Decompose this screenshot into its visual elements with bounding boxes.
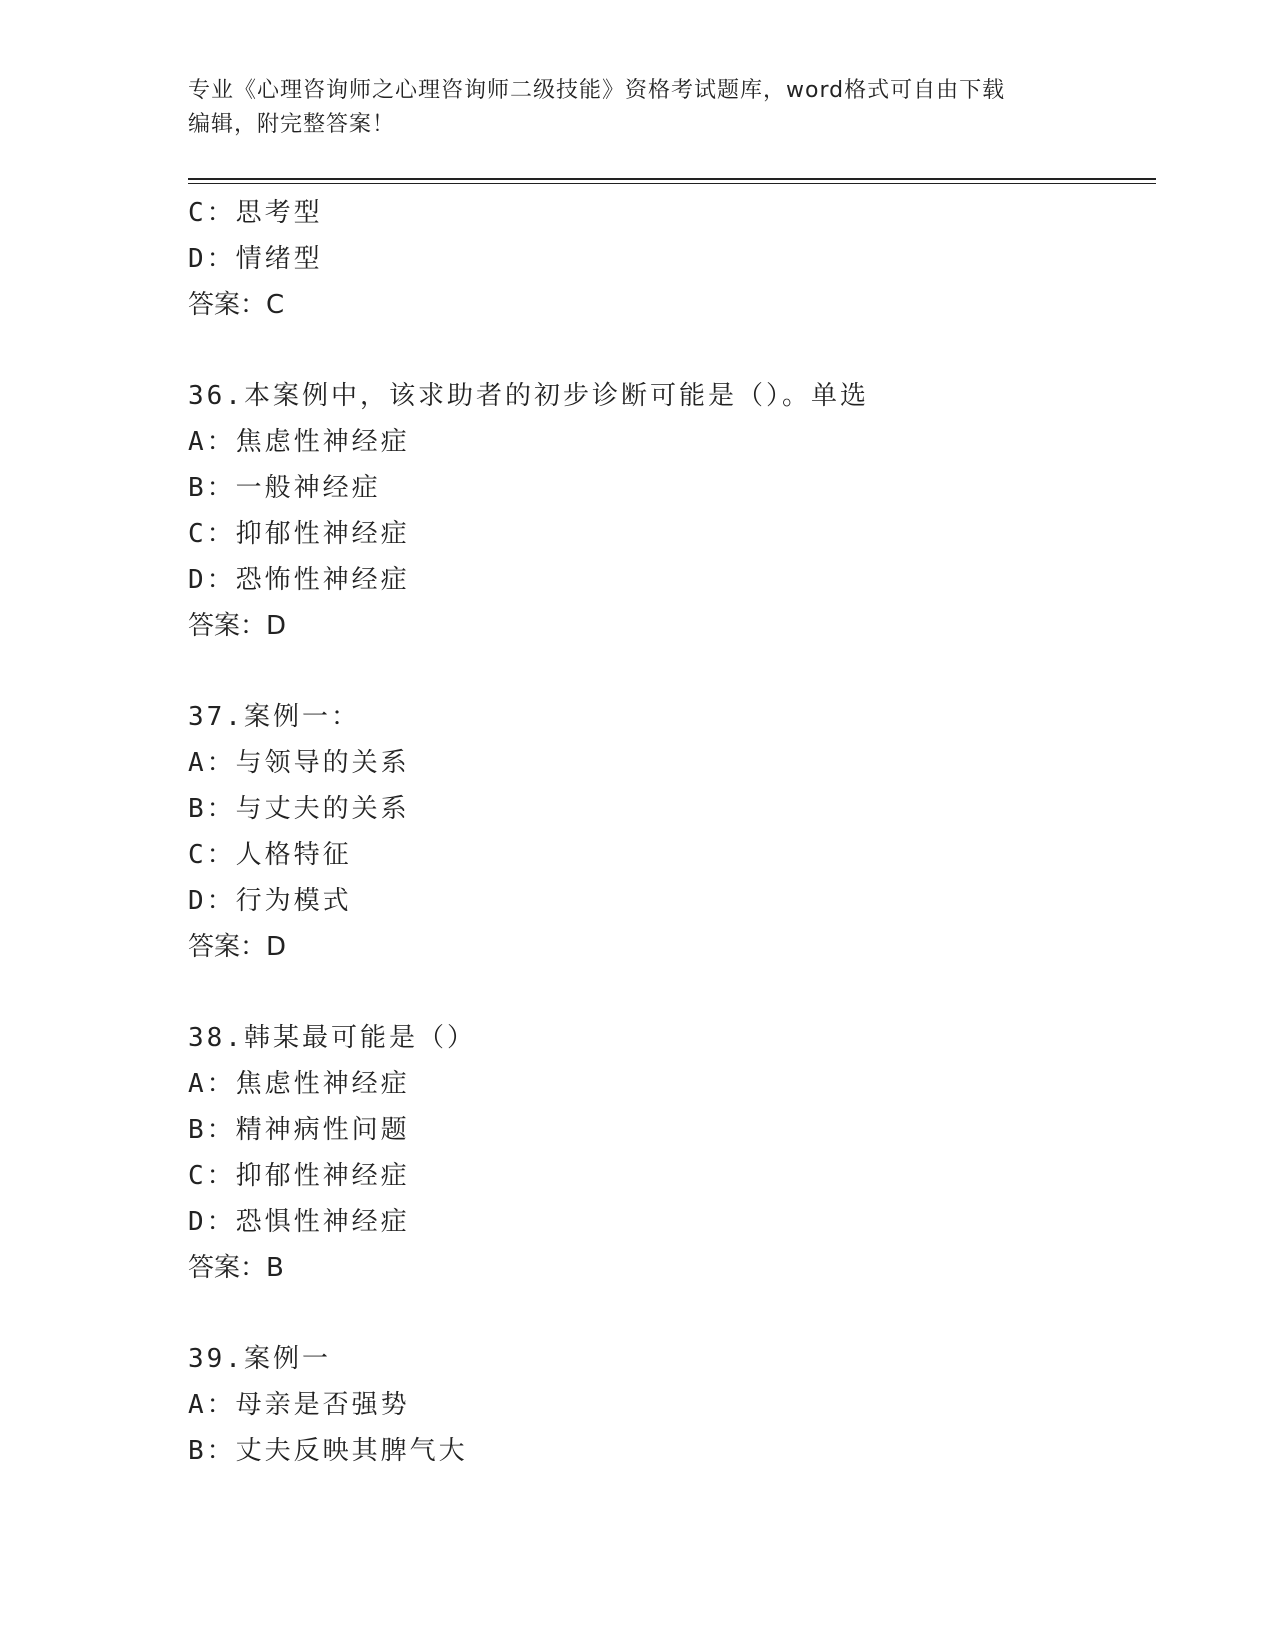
question-38 (188, 1015, 1148, 1291)
option-d: D：恐惧性神经症 (188, 1207, 410, 1237)
question-36 (188, 373, 1148, 649)
answer-line: 答案：D (188, 611, 287, 641)
answer-line: 答案：C (188, 290, 285, 320)
option-a: A：焦虑性神经症 (188, 1069, 410, 1099)
question-39 (188, 1336, 1148, 1474)
option-b: B：一般神经症 (188, 473, 381, 503)
question-stem: 39.案例一 (188, 1344, 331, 1374)
question-stem: 38.韩某最可能是（） (188, 1023, 476, 1053)
document-header (188, 74, 1068, 142)
option-b: B：丈夫反映其脾气大 (188, 1436, 468, 1466)
header-rule-bottom (188, 183, 1156, 184)
option-a: A：与领导的关系 (188, 748, 410, 778)
header-line-2: 编辑，附完整答案！ (188, 112, 396, 137)
header-line-1: 专业《心理咨询师之心理咨询师二级技能》资格考试题库，word格式可自由下载 (188, 78, 1006, 103)
option-a: A：母亲是否强势 (188, 1390, 410, 1420)
option-c: C：抑郁性神经症 (188, 1161, 410, 1191)
question-list (188, 190, 1148, 1474)
option-c: C：抑郁性神经症 (188, 519, 410, 549)
header-rule-top (188, 178, 1156, 180)
question-37 (188, 694, 1148, 970)
option-b: B：精神病性问题 (188, 1115, 410, 1145)
option-a: A：焦虑性神经症 (188, 427, 410, 457)
option-b: B：与丈夫的关系 (188, 794, 410, 824)
option-d: D：行为模式 (188, 886, 352, 916)
question-stem: 36.本案例中，该求助者的初步诊断可能是（）。单选 (188, 381, 869, 411)
option-c: C：思考型 (188, 198, 323, 228)
question-stem: 37.案例一： (188, 702, 360, 732)
option-c: C：人格特征 (188, 840, 352, 870)
question-35-partial (188, 190, 1148, 328)
option-d: D：恐怖性神经症 (188, 565, 410, 595)
option-d: D：情绪型 (188, 244, 323, 274)
answer-line: 答案：D (188, 932, 287, 962)
answer-line: 答案：B (188, 1253, 284, 1283)
